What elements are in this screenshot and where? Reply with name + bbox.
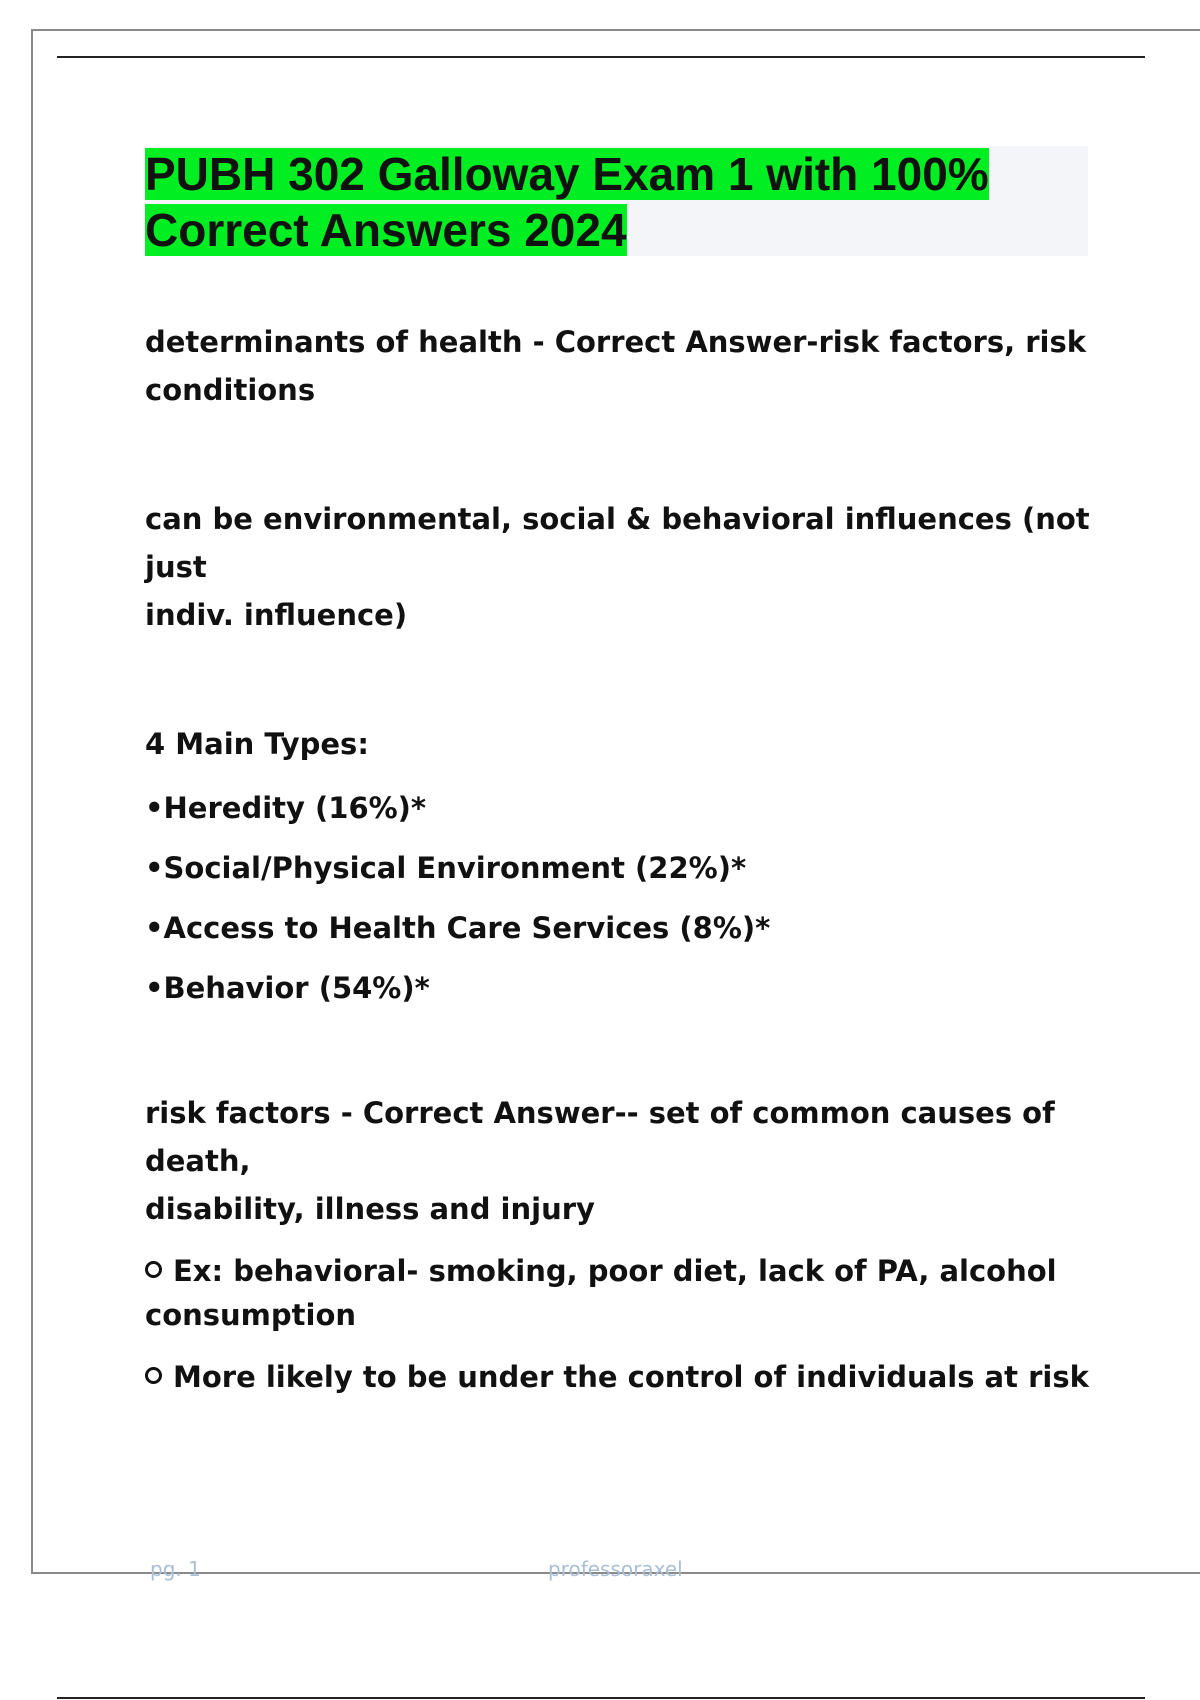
definition-determinants-line-2: conditions [145, 373, 316, 407]
document-body [145, 318, 1095, 1401]
type-item-heredity: •Heredity (16%)* [145, 791, 427, 825]
influences-line-1: can be environmental, social & behavioral influences (not just [145, 502, 1090, 584]
footer-page-number: pg. 1 [150, 1557, 201, 1581]
title-line-1: PUBH 302 Galloway Exam 1 with 100% [145, 148, 989, 200]
sub-item-example [145, 1247, 1095, 1295]
type-item-health-care: •Access to Health Care Services (8%)* [145, 911, 771, 945]
top-rule [57, 56, 1145, 58]
types-heading: 4 Main Types: [145, 727, 369, 761]
hollow-circle-bullet-icon [145, 1261, 162, 1278]
hollow-circle-bullet-icon [145, 1367, 162, 1384]
definition-risk-factors-line-2: disability, illness and injury [145, 1192, 595, 1226]
type-item-environment: •Social/Physical Environment (22%)* [145, 851, 747, 885]
definition-determinants-line-1: determinants of health - Correct Answer-risk factors, risk [145, 325, 1086, 359]
sub-item-example-line-1: Ex: behavioral- smoking, poor diet, lack of PA, alcohol [173, 1254, 1057, 1288]
footer-author: professoraxel [548, 1557, 683, 1581]
document-title [145, 146, 1088, 258]
influences-line-2: indiv. influence) [145, 598, 408, 632]
sub-item-control-line-1: More likely to be under the control of individuals at risk [173, 1360, 1089, 1394]
title-line-2: Correct Answers 2024 [145, 204, 627, 256]
sub-item-example-line-2: consumption [145, 1298, 357, 1332]
title-block [145, 146, 1088, 256]
definition-risk-factors-line-1: risk factors - Correct Answer-- set of common causes of death, [145, 1096, 1055, 1178]
sub-item-control [145, 1353, 1095, 1401]
type-item-behavior: •Behavior (54%)* [145, 971, 430, 1005]
bottom-rule [57, 1697, 1145, 1699]
